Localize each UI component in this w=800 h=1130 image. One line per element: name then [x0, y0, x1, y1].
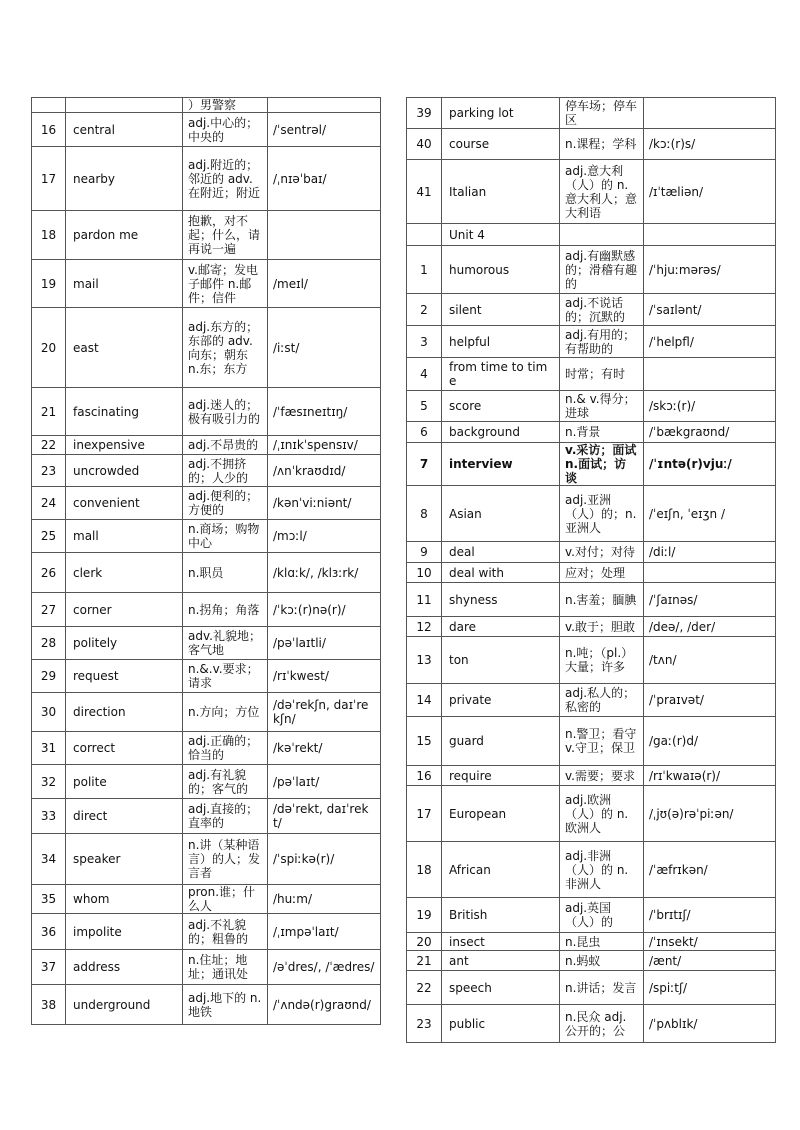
- entry-meaning: adj.正确的；恰当的: [183, 732, 268, 765]
- table-row: [407, 98, 776, 129]
- table-row: [407, 486, 776, 542]
- entry-number: 19: [407, 898, 442, 933]
- table-row: [407, 542, 776, 563]
- entry-phonetic: /ˈsaɪlənt/: [644, 294, 776, 326]
- entry-word: Asian: [442, 486, 560, 542]
- entry-meaning: n.民众 adj.公开的；公: [560, 1005, 644, 1043]
- table-row: [407, 766, 776, 786]
- entry-word: public: [442, 1005, 560, 1043]
- entry-word: score: [442, 391, 560, 422]
- entry-meaning: adj.有幽默感的；滑稽有趣的: [560, 246, 644, 294]
- entry-number: 21: [32, 388, 66, 436]
- table-row: [407, 717, 776, 766]
- entry-number: 6: [407, 422, 442, 443]
- entry-word: course: [442, 129, 560, 160]
- entry-number: 3: [407, 326, 442, 358]
- entry-word: helpful: [442, 326, 560, 358]
- table-row: [32, 950, 381, 985]
- entry-word: mall: [66, 520, 183, 553]
- entry-number: 26: [32, 553, 66, 593]
- entry-meaning: v.需要；要求: [560, 766, 644, 786]
- table-row: [32, 985, 381, 1025]
- entry-phonetic: /ˈbækgraʊnd/: [644, 422, 776, 443]
- entry-phonetic: [644, 563, 776, 583]
- entry-meaning: adj.有用的；有帮助的: [560, 326, 644, 358]
- entry-meaning: 抱歉，对不起；什么，请再说一遍: [183, 211, 268, 260]
- entry-phonetic: /ˈɪnsekt/: [644, 933, 776, 951]
- entry-word: whom: [66, 885, 183, 914]
- entry-phonetic: /kɔː(r)s/: [644, 129, 776, 160]
- entry-word: parking lot: [442, 98, 560, 129]
- table-row: [407, 160, 776, 224]
- entry-word: nearby: [66, 147, 183, 211]
- table-row: [32, 834, 381, 885]
- entry-number: 30: [32, 693, 66, 732]
- entry-word: Italian: [442, 160, 560, 224]
- entry-number: 35: [32, 885, 66, 914]
- entry-word: speech: [442, 971, 560, 1005]
- table-row: [407, 933, 776, 951]
- vocab-table-left: [31, 97, 381, 1025]
- entry-phonetic: /rɪˈkwaɪə(r)/: [644, 766, 776, 786]
- entry-number: 17: [32, 147, 66, 211]
- table-row: [407, 1005, 776, 1043]
- entry-number: 15: [407, 717, 442, 766]
- entry-word: speaker: [66, 834, 183, 885]
- table-row: [32, 487, 381, 520]
- entry-phonetic: /dəˈrekt, daɪˈrekt/: [268, 799, 381, 834]
- entry-number: 18: [32, 211, 66, 260]
- entry-number: 1: [407, 246, 442, 294]
- entry-word: pardon me: [66, 211, 183, 260]
- table-row: [32, 914, 381, 950]
- table-row: [32, 593, 381, 627]
- entry-meaning: 应对；处理: [560, 563, 644, 583]
- vocab-table-right: [406, 97, 776, 1043]
- table-row: [32, 436, 381, 455]
- entry-word: shyness: [442, 583, 560, 617]
- entry-word: deal with: [442, 563, 560, 583]
- entry-number: 2: [407, 294, 442, 326]
- entry-number: 33: [32, 799, 66, 834]
- table-row: [32, 553, 381, 593]
- entry-phonetic: /əˈdres/, /ˈædres/: [268, 950, 381, 985]
- entry-meaning: adj.地下的 n.地铁: [183, 985, 268, 1025]
- entry-meaning: adj.迷人的；极有吸引力的: [183, 388, 268, 436]
- entry-meaning: adj.便利的；方便的: [183, 487, 268, 520]
- entry-phonetic: /ɪˈtæliən/: [644, 160, 776, 224]
- table-row: [407, 617, 776, 637]
- entry-phonetic: /meɪl/: [268, 260, 381, 308]
- entry-phonetic: /ˈʌndə(r)graʊnd/: [268, 985, 381, 1025]
- entry-phonetic: /dəˈrekʃn, daɪˈrekʃn/: [268, 693, 381, 732]
- entry-meaning: n.蚂蚁: [560, 951, 644, 971]
- entry-number: 5: [407, 391, 442, 422]
- entry-meaning: n.害羞；腼腆: [560, 583, 644, 617]
- entry-meaning: n.住址；地址；通讯处: [183, 950, 268, 985]
- entry-phonetic: /ˌɪmpəˈlaɪt/: [268, 914, 381, 950]
- entry-meaning: adj.不说话的；沉默的: [560, 294, 644, 326]
- entry-number: 36: [32, 914, 66, 950]
- entry-number: 9: [407, 542, 442, 563]
- table-row: [32, 660, 381, 693]
- table-row: [32, 520, 381, 553]
- entry-number: 27: [32, 593, 66, 627]
- entry-number: 8: [407, 486, 442, 542]
- entry-number: 24: [32, 487, 66, 520]
- table-row: [32, 732, 381, 765]
- table-row: [32, 627, 381, 660]
- entry-word: polite: [66, 765, 183, 799]
- entry-word: [66, 98, 183, 113]
- table-row: [407, 358, 776, 391]
- entry-number: 28: [32, 627, 66, 660]
- table-row: [32, 260, 381, 308]
- table-row: [32, 885, 381, 914]
- entry-word: Unit 4: [442, 224, 560, 246]
- entry-number: 20: [32, 308, 66, 388]
- entry-meaning: adv.礼貌地；客气地: [183, 627, 268, 660]
- entry-meaning: n.讲（某种语言）的人；发言者: [183, 834, 268, 885]
- entry-phonetic: /diːl/: [644, 542, 776, 563]
- entry-phonetic: /ˈpʌblɪk/: [644, 1005, 776, 1043]
- entry-number: 31: [32, 732, 66, 765]
- entry-meaning: [560, 224, 644, 246]
- entry-phonetic: /ˌjʊ(ə)rəˈpiːən/: [644, 786, 776, 842]
- table-row: [407, 246, 776, 294]
- entry-word: require: [442, 766, 560, 786]
- entry-number: 12: [407, 617, 442, 637]
- entry-number: 25: [32, 520, 66, 553]
- entry-phonetic: /ˈkɔː(r)nə(r)/: [268, 593, 381, 627]
- table-row: [407, 637, 776, 684]
- entry-phonetic: /ˈɪntə(r)vjuː/: [644, 443, 776, 486]
- entry-meaning: n.课程；学科: [560, 129, 644, 160]
- entry-word: central: [66, 113, 183, 147]
- entry-word: background: [442, 422, 560, 443]
- table-row: [407, 898, 776, 933]
- entry-meaning: n.昆虫: [560, 933, 644, 951]
- table-row: [32, 388, 381, 436]
- entry-word: underground: [66, 985, 183, 1025]
- entry-word: silent: [442, 294, 560, 326]
- entry-number: [32, 98, 66, 113]
- entry-meaning: adj.东方的；东部的 adv.向东；朝东 n.东；东方: [183, 308, 268, 388]
- table-row: [407, 563, 776, 583]
- entry-word: private: [442, 684, 560, 717]
- entry-meaning: adj.附近的；邻近的 adv.在附近；附近: [183, 147, 268, 211]
- entry-number: 40: [407, 129, 442, 160]
- entry-number: [407, 224, 442, 246]
- entry-phonetic: /ˈfæsɪneɪtɪŋ/: [268, 388, 381, 436]
- entry-phonetic: /ˈʃaɪnəs/: [644, 583, 776, 617]
- entry-number: 23: [407, 1005, 442, 1043]
- entry-phonetic: /ˈsentrəl/: [268, 113, 381, 147]
- entry-word: convenient: [66, 487, 183, 520]
- entry-phonetic: /kəˈrekt/: [268, 732, 381, 765]
- entry-word: mail: [66, 260, 183, 308]
- entry-meaning: adj.有礼貌的；客气的: [183, 765, 268, 799]
- entry-meaning: adj.不拥挤的；人少的: [183, 455, 268, 487]
- entry-phonetic: /skɔː(r)/: [644, 391, 776, 422]
- table-row: [407, 786, 776, 842]
- entry-word: ant: [442, 951, 560, 971]
- entry-phonetic: /pəˈlaɪt/: [268, 765, 381, 799]
- entry-word: impolite: [66, 914, 183, 950]
- entry-word: address: [66, 950, 183, 985]
- entry-number: 37: [32, 950, 66, 985]
- entry-word: dare: [442, 617, 560, 637]
- entry-phonetic: [268, 98, 381, 113]
- entry-word: European: [442, 786, 560, 842]
- entry-number: 32: [32, 765, 66, 799]
- entry-meaning: adj.英国（人）的: [560, 898, 644, 933]
- table-row: [32, 98, 381, 113]
- entry-meaning: v.邮寄；发电子邮件 n.邮件；信件: [183, 260, 268, 308]
- entry-word: direction: [66, 693, 183, 732]
- entry-number: 14: [407, 684, 442, 717]
- entry-meaning: n.讲话；发言: [560, 971, 644, 1005]
- entry-number: 16: [32, 113, 66, 147]
- entry-number: 19: [32, 260, 66, 308]
- entry-number: 23: [32, 455, 66, 487]
- entry-phonetic: /ænt/: [644, 951, 776, 971]
- entry-number: 7: [407, 443, 442, 486]
- table-row: [32, 455, 381, 487]
- entry-word: humorous: [442, 246, 560, 294]
- entry-number: 21: [407, 951, 442, 971]
- table-row: [32, 799, 381, 834]
- entry-word: African: [442, 842, 560, 898]
- entry-meaning: ）男警察: [183, 98, 268, 113]
- entry-meaning: adj.中心的；中央的: [183, 113, 268, 147]
- entry-phonetic: /kənˈviːniənt/: [268, 487, 381, 520]
- entry-word: British: [442, 898, 560, 933]
- entry-word: east: [66, 308, 183, 388]
- entry-phonetic: /rɪˈkwest/: [268, 660, 381, 693]
- entry-word: correct: [66, 732, 183, 765]
- entry-meaning: n.& v.得分；进球: [560, 391, 644, 422]
- entry-word: insect: [442, 933, 560, 951]
- entry-meaning: n.吨；（pl.）大量；许多: [560, 637, 644, 684]
- entry-phonetic: [644, 358, 776, 391]
- table-row: [32, 211, 381, 260]
- entry-word: request: [66, 660, 183, 693]
- entry-meaning: adj.不礼貌的；粗鲁的: [183, 914, 268, 950]
- entry-word: politely: [66, 627, 183, 660]
- table-row: [407, 391, 776, 422]
- table-row: [407, 684, 776, 717]
- entry-meaning: 停车场；停车区: [560, 98, 644, 129]
- table-row: [407, 971, 776, 1005]
- entry-phonetic: /pəˈlaɪtli/: [268, 627, 381, 660]
- entry-phonetic: /ʌnˈkraʊdɪd/: [268, 455, 381, 487]
- entry-number: 20: [407, 933, 442, 951]
- table-row: [407, 443, 776, 486]
- entry-number: 10: [407, 563, 442, 583]
- entry-phonetic: [644, 224, 776, 246]
- entry-phonetic: /ˈpraɪvət/: [644, 684, 776, 717]
- entry-meaning: adj.亚洲（人）的；n.亚洲人: [560, 486, 644, 542]
- table-row: [407, 951, 776, 971]
- table-row: [407, 422, 776, 443]
- entry-number: 4: [407, 358, 442, 391]
- entry-meaning: n.拐角；角落: [183, 593, 268, 627]
- entry-phonetic: /ˈeɪʃn, ˈeɪʒn /: [644, 486, 776, 542]
- entry-word: from time to time: [442, 358, 560, 391]
- entry-number: 41: [407, 160, 442, 224]
- entry-meaning: v.敢于；胆敢: [560, 617, 644, 637]
- entry-word: corner: [66, 593, 183, 627]
- entry-phonetic: /huːm/: [268, 885, 381, 914]
- entry-meaning: n.背景: [560, 422, 644, 443]
- table-row: [407, 842, 776, 898]
- entry-meaning: adj.私人的；私密的: [560, 684, 644, 717]
- entry-phonetic: /ˈhelpfl/: [644, 326, 776, 358]
- entry-word: deal: [442, 542, 560, 563]
- table-row: [407, 294, 776, 326]
- entry-phonetic: /ˌnɪəˈbaɪ/: [268, 147, 381, 211]
- entry-number: 22: [407, 971, 442, 1005]
- entry-word: inexpensive: [66, 436, 183, 455]
- table-row: [32, 693, 381, 732]
- entry-number: 17: [407, 786, 442, 842]
- entry-number: 29: [32, 660, 66, 693]
- entry-word: interview: [442, 443, 560, 486]
- entry-phonetic: /ˈæfrɪkən/: [644, 842, 776, 898]
- entry-number: 34: [32, 834, 66, 885]
- entry-meaning: adj.不昂贵的: [183, 436, 268, 455]
- entry-meaning: n.职员: [183, 553, 268, 593]
- entry-number: 38: [32, 985, 66, 1025]
- entry-word: uncrowded: [66, 455, 183, 487]
- entry-meaning: adj.非洲（人）的 n.非洲人: [560, 842, 644, 898]
- entry-phonetic: /ˈspiːkə(r)/: [268, 834, 381, 885]
- entry-phonetic: /mɔːl/: [268, 520, 381, 553]
- entry-number: 39: [407, 98, 442, 129]
- entry-phonetic: /ˈbrɪtɪʃ/: [644, 898, 776, 933]
- entry-phonetic: /tʌn/: [644, 637, 776, 684]
- entry-meaning: adj.欧洲（人）的 n.欧洲人: [560, 786, 644, 842]
- entry-phonetic: /klɑːk/, /klɜːrk/: [268, 553, 381, 593]
- entry-meaning: v.对付；对待: [560, 542, 644, 563]
- entry-phonetic: [268, 211, 381, 260]
- entry-phonetic: /deə/, /der/: [644, 617, 776, 637]
- entry-phonetic: /ˈhjuːmərəs/: [644, 246, 776, 294]
- table-row: [407, 224, 776, 246]
- entry-meaning: adj.意大利（人）的 n.意大利人；意大利语: [560, 160, 644, 224]
- entry-phonetic: /gaː(r)d/: [644, 717, 776, 766]
- entry-number: 11: [407, 583, 442, 617]
- entry-word: fascinating: [66, 388, 183, 436]
- table-row: [407, 583, 776, 617]
- entry-meaning: n.&.v.要求；请求: [183, 660, 268, 693]
- entry-word: ton: [442, 637, 560, 684]
- entry-meaning: n.方向；方位: [183, 693, 268, 732]
- entry-meaning: n.警卫；看守 v.守卫；保卫: [560, 717, 644, 766]
- entry-number: 22: [32, 436, 66, 455]
- entry-meaning: n.商场；购物中心: [183, 520, 268, 553]
- entry-number: 16: [407, 766, 442, 786]
- table-row: [407, 326, 776, 358]
- entry-meaning: pron.谁；什么人: [183, 885, 268, 914]
- entry-number: 13: [407, 637, 442, 684]
- entry-phonetic: /ˌɪnɪkˈspensɪv/: [268, 436, 381, 455]
- entry-number: 18: [407, 842, 442, 898]
- entry-meaning: v.采访；面试 n.面试；访谈: [560, 443, 644, 486]
- entry-word: guard: [442, 717, 560, 766]
- table-row: [32, 765, 381, 799]
- entry-phonetic: /spiːtʃ/: [644, 971, 776, 1005]
- table-row: [32, 147, 381, 211]
- entry-meaning: 时常；有时: [560, 358, 644, 391]
- entry-phonetic: /iːst/: [268, 308, 381, 388]
- table-row: [32, 113, 381, 147]
- entry-word: clerk: [66, 553, 183, 593]
- entry-word: direct: [66, 799, 183, 834]
- table-row: [32, 308, 381, 388]
- table-row: [407, 129, 776, 160]
- entry-meaning: adj.直接的；直率的: [183, 799, 268, 834]
- entry-phonetic: [644, 98, 776, 129]
